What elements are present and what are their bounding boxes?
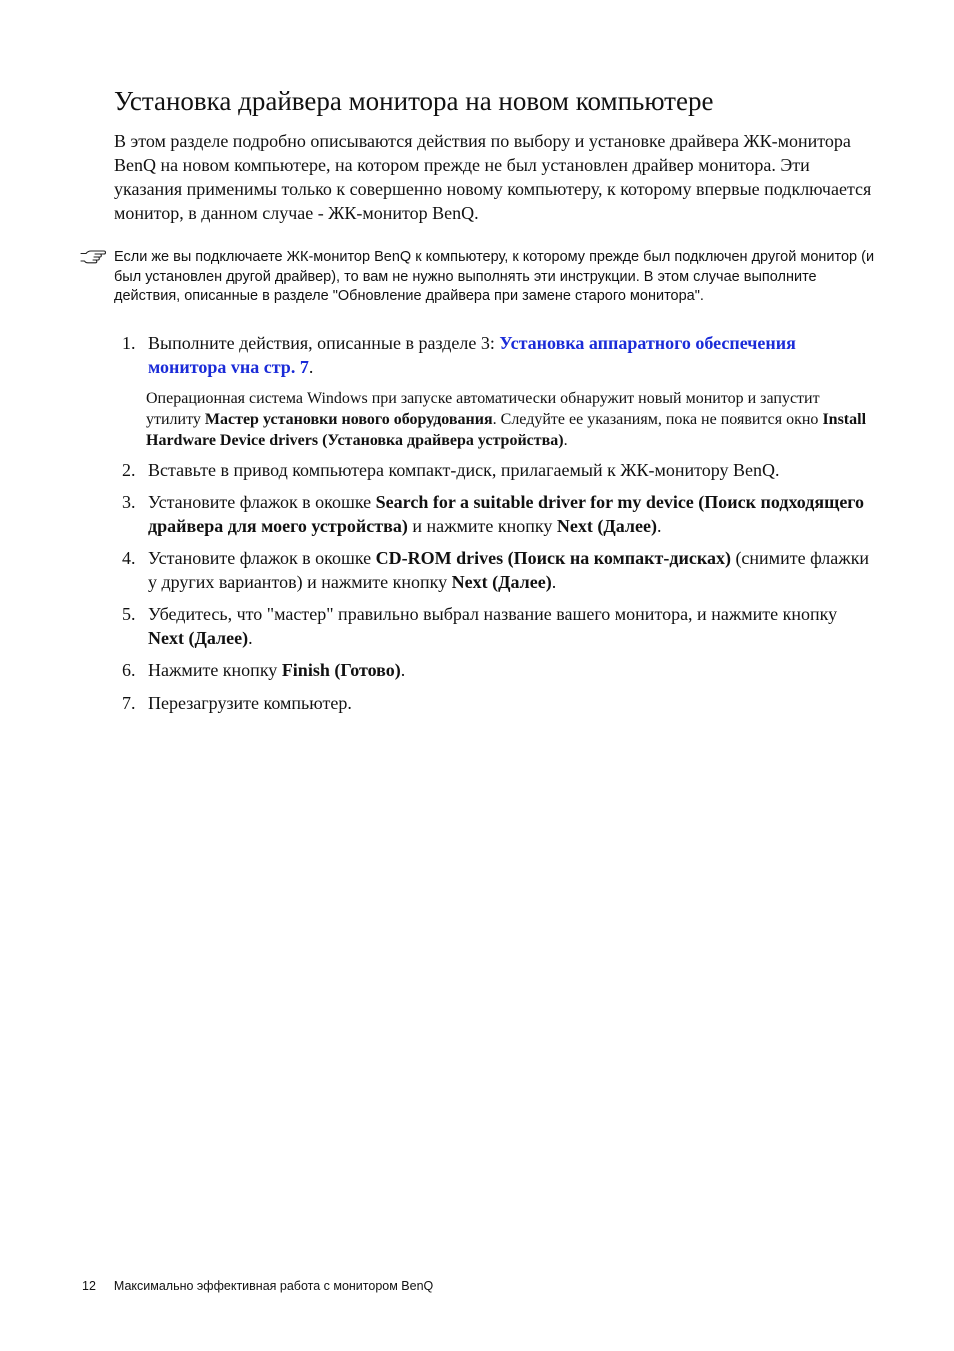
option-name: Search for a suitable driver for my device (Поиск подходящего драйвера для моего устройства) [148,492,865,536]
step-number: 6. [122,660,136,680]
button-name: Next (Далее) [556,516,657,536]
option-name: CD-ROM drives (Поиск на компакт-дисках) [375,548,731,568]
page-footer [82,1277,782,1295]
step-5 [114,602,874,650]
step-number: 5. [122,604,136,624]
page-title: Установка драйвера монитора на новом компьютере [114,86,714,116]
step-text: и нажмите кнопку [407,516,557,536]
intro-paragraph: В этом разделе подробно описываются действия по выбору и установке драйвера ЖК-монитора BenQ на новом компьютере, на котором прежде не был установлен драйвер монитора. Эти указания применимы только к совершенно новому компьютеру, к которому впервые подключается монитор, в данном случае - ЖК-монитор BenQ. [114,131,872,223]
step-1 [114,331,874,379]
wizard-name: Мастер установки нового оборудования [204,411,493,428]
step-text: . [551,572,557,592]
step-number: 2. [122,460,136,480]
step-text: Нажмите кнопку [148,660,282,680]
pointing-hand-icon [80,250,106,264]
step-2 [114,458,874,482]
detail-text: . [563,432,568,449]
step-number: 3. [122,492,136,512]
step-text: . [657,516,662,536]
window-name: Install Hardware Device drivers (Установка драйвера устройства) [146,411,867,449]
step-7 [114,691,874,715]
step-3 [114,490,874,538]
step-text: Установите флажок в окошке [148,548,376,568]
step-6 [114,658,874,682]
button-name: Finish (Готово) [281,660,401,680]
page-number: 12 [82,1279,96,1293]
step-number: 1. [122,333,136,353]
section-link[interactable]: Установка аппаратного обеспечения монитора vна стр. 7 [148,333,796,377]
step-text: . [400,660,406,680]
step-number: 4. [122,548,136,568]
button-name: Next (Далее) [451,572,552,592]
button-name: Next (Далее) [148,628,249,648]
step-text: Установите флажок в окошке [148,492,376,512]
step-text: Выполните действия, описанные в разделе 3: [148,333,500,353]
step-text: Перезагрузите компьютер. [148,693,352,713]
footer-title: Максимально эффективная работа с монитором BenQ [113,1279,434,1293]
step-text: Убедитесь, что "мастер" правильно выбрал название вашего монитора, и нажмите кнопку [148,604,838,624]
step-text: (снимите флажки у других вариантов) и нажмите кнопку [148,548,870,592]
detail-text: Операционная система Windows при запуске автоматически обнаружит новый монитор и запустит утилиту [146,390,820,428]
step-text: . [308,357,314,377]
step-4 [114,546,874,594]
step-text: . [248,628,253,648]
step-number: 7. [122,693,136,713]
note-text: Если же вы подключаете ЖК-монитор BenQ к компьютеру, к которому прежде был подключен другой монитор (и был установлен другой драйвер), то вам не нужно выполнять эти инструкции. В этом случае выполните действия, описанные в разделе "Обновление драйвера при замене старого монитора". [114,249,875,304]
detail-text: . Следуйте ее указаниям, пока не появится окно [492,411,823,428]
step-1-details [146,388,866,451]
step-text: Вставьте в привод компьютера компакт-диск, прилагаемый к ЖК-монитору BenQ. [148,460,780,480]
